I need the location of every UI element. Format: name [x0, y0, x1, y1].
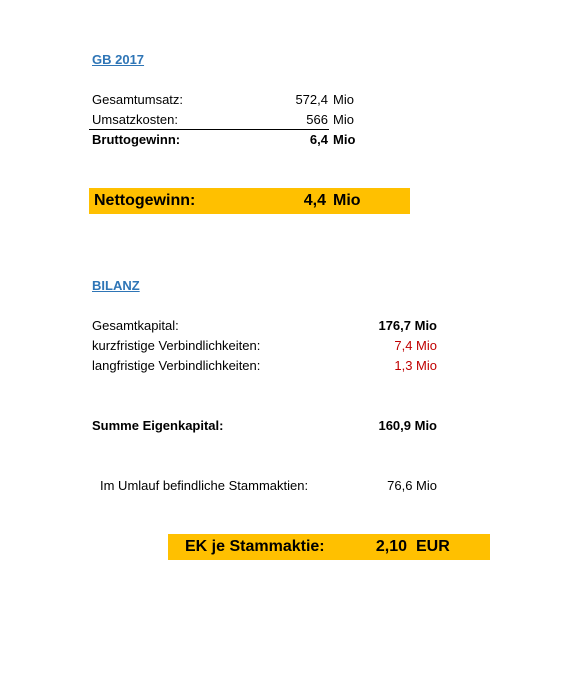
- summe-eigenkapital-label: Summe Eigenkapital:: [92, 418, 224, 433]
- umsatzkosten-unit: Mio: [333, 112, 354, 127]
- kurzfristige-value: 7,4 Mio: [394, 338, 437, 353]
- umsatzkosten-label: Umsatzkosten:: [92, 112, 178, 127]
- gesamtumsatz-label: Gesamtumsatz:: [92, 92, 184, 107]
- stammaktien-label: Im Umlauf befindliche Stammaktien:: [100, 478, 309, 493]
- nettogewinn-label: Nettogewinn:: [94, 192, 196, 209]
- gesamtkapital-label: Gesamtkapital:: [92, 318, 179, 333]
- gesamtumsatz-unit: Mio: [333, 92, 354, 107]
- gesamtumsatz-value: 572,4: [295, 92, 328, 107]
- bilanz-title: BILANZ: [92, 278, 140, 293]
- stammaktien-value: 76,6 Mio: [387, 478, 437, 493]
- kurzfristige-label: kurzfristige Verbindlichkeiten:: [92, 338, 261, 353]
- gb-title: GB 2017: [92, 52, 145, 67]
- umsatzkosten-value: 566: [306, 112, 328, 127]
- langfristige-label: langfristige Verbindlichkeiten:: [92, 358, 261, 373]
- bruttogewinn-label: Bruttogewinn:: [92, 132, 181, 147]
- ek-unit: EUR: [416, 538, 450, 555]
- bruttogewinn-value: 6,4: [309, 132, 328, 147]
- ek-value: 2,10: [375, 538, 407, 555]
- bruttogewinn-unit: Mio: [333, 132, 356, 147]
- subtotal-divider: [89, 129, 329, 130]
- summe-eigenkapital-value: 160,9 Mio: [378, 418, 437, 433]
- ek-label: EK je Stammaktie:: [185, 538, 325, 555]
- langfristige-value: 1,3 Mio: [394, 358, 437, 373]
- nettogewinn-value: 4,4: [303, 192, 326, 209]
- gesamtkapital-value: 176,7 Mio: [378, 318, 437, 333]
- nettogewinn-unit: Mio: [333, 192, 361, 209]
